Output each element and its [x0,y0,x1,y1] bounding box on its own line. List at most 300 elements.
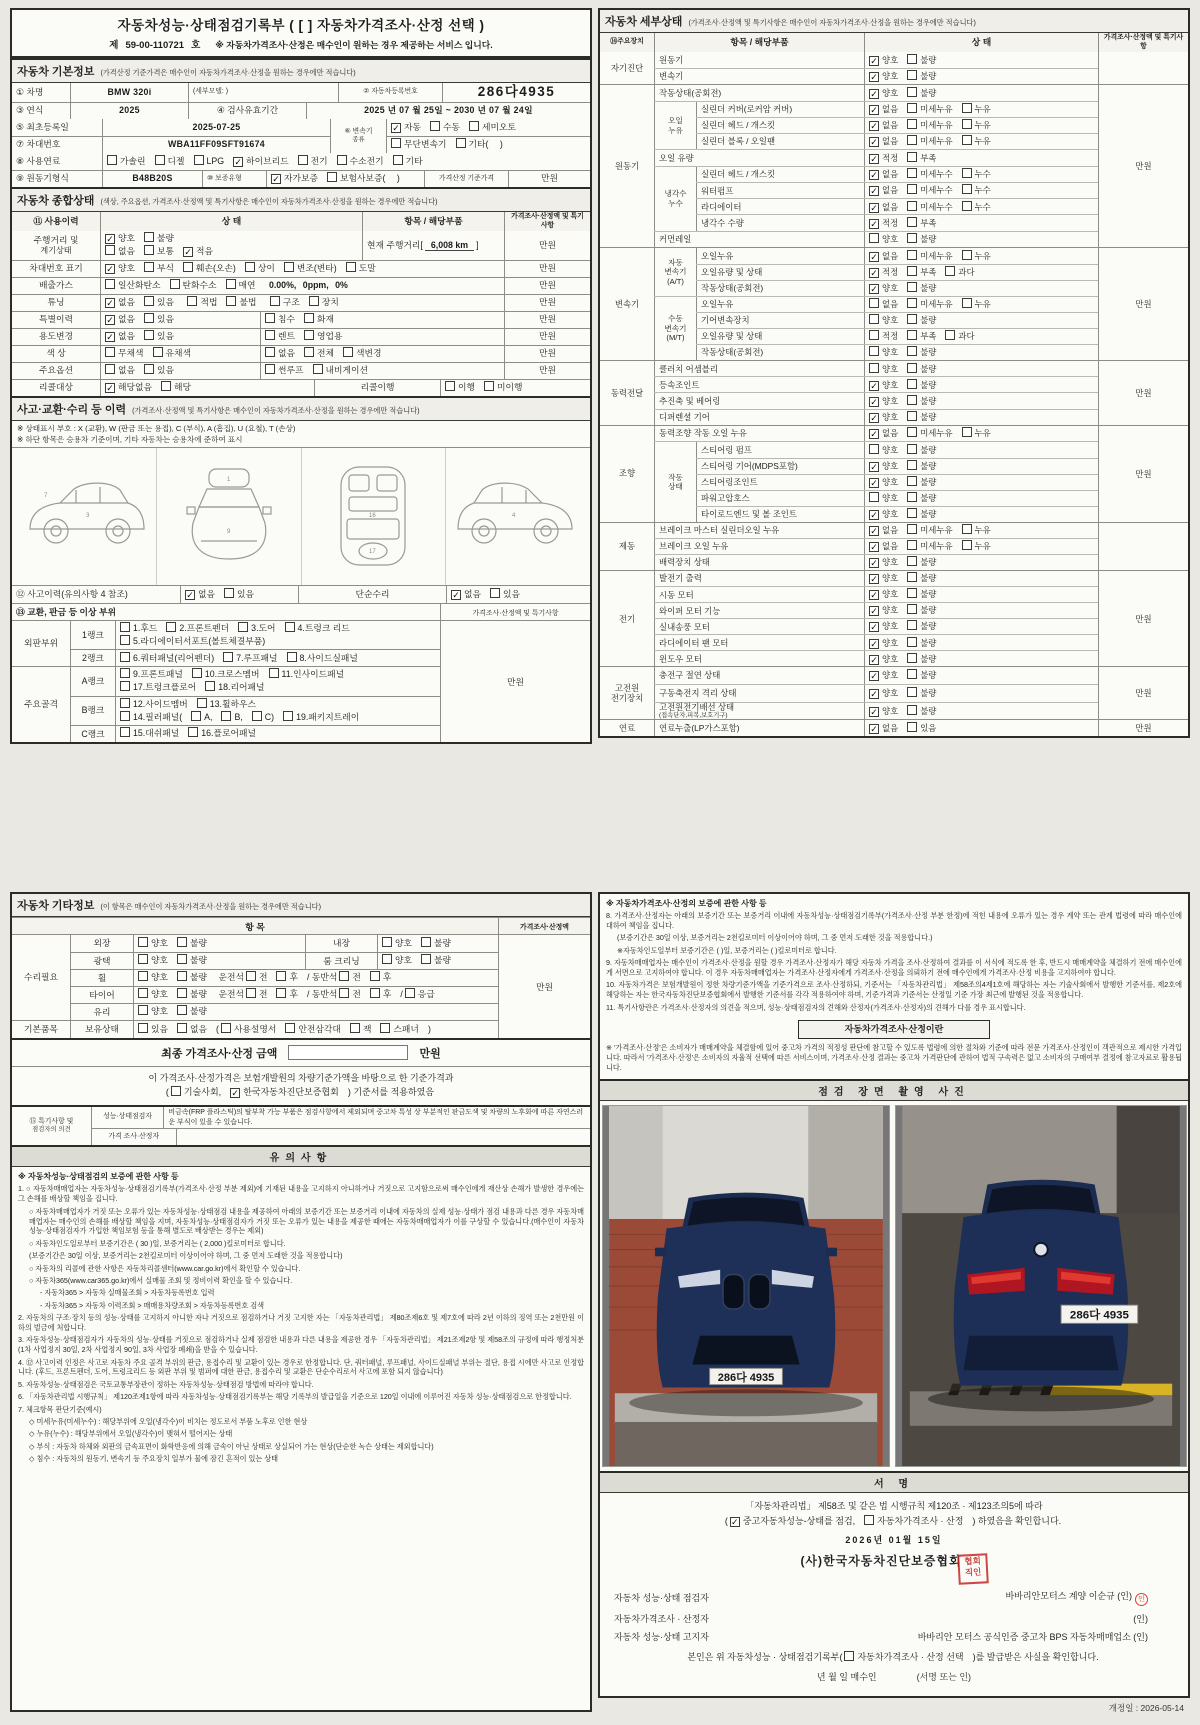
checkbox[interactable] [869,203,879,213]
state-options [864,377,1098,392]
checkbox[interactable] [907,722,917,732]
option [245,263,275,273]
checkbox[interactable] [170,279,180,289]
label-line: 가격 조사·산정자 [108,1133,160,1141]
checkbox[interactable] [907,314,917,324]
checkbox[interactable] [285,622,295,632]
checkbox[interactable] [907,540,917,550]
checkbox[interactable] [962,184,972,194]
table-row [654,376,1098,392]
checkbox[interactable] [120,698,130,708]
checkbox[interactable] [869,689,879,699]
device-group [600,84,1188,247]
checkbox[interactable] [869,170,879,180]
checkbox[interactable] [907,217,917,227]
checkbox[interactable] [907,669,917,679]
option [869,638,898,648]
checkbox[interactable] [144,245,154,255]
checkbox[interactable] [430,121,440,131]
checkbox[interactable] [907,604,917,614]
checkbox[interactable] [907,379,917,389]
checkbox[interactable] [907,119,917,129]
checkbox[interactable] [907,556,917,566]
option [469,122,516,132]
option-line [869,588,1094,601]
checkbox[interactable] [370,971,380,981]
option-line [869,444,1094,457]
checkbox[interactable] [339,971,349,981]
checkbox[interactable] [869,510,879,520]
checkbox[interactable] [197,698,207,708]
checkbox[interactable] [907,687,917,697]
checkbox[interactable] [120,681,130,691]
checkbox[interactable] [224,588,234,598]
label-line: 제동 [618,541,636,552]
inspection-photo-front [602,1105,890,1467]
option [138,1006,168,1016]
checkbox-label: 자동차가격조사 · 산정 선택 [857,1652,964,1663]
cell [12,346,100,362]
legal-paragraph: 4. ⑫ 사고이력 인정은 사고로 자동차 주요 골격 부위의 판금, 용접수리 및 교환이 있는 경우로 한정합니다. 단, 쿼터패널, 루프패널, 사이드실패널 부위는 절단, 용접 시에만 사고로 인정합니다. (후드, 프론트펜더, 도어, 트렁크리드 등 외판 부위 및 범퍼에 대한 판금, 용접수리 및 교환은 단순수리로서 사고에 포함 되지 않습니다) [18,1358,584,1377]
table-row [12,328,590,345]
checkbox[interactable] [350,1023,360,1033]
table-row [654,634,1098,650]
checkbox[interactable] [166,622,176,632]
checkbox[interactable] [869,526,879,536]
checkbox-label: 누유 [974,541,991,552]
checkbox[interactable] [382,937,392,947]
checkbox[interactable] [105,315,115,325]
pricing-warranty-section [600,894,1188,1079]
checkbox[interactable] [907,705,917,715]
checkbox[interactable] [120,668,130,678]
checkbox[interactable] [233,157,243,167]
checkbox[interactable] [907,588,917,598]
checkbox[interactable] [161,381,171,391]
checkbox[interactable] [869,444,879,454]
checkbox[interactable] [138,1005,148,1015]
checkbox[interactable] [105,383,115,393]
checkbox[interactable] [192,668,202,678]
option [907,589,936,599]
checkbox[interactable] [869,298,879,308]
option [194,156,225,166]
checkbox[interactable] [144,313,154,323]
checkbox[interactable] [907,54,917,64]
checkbox[interactable] [962,201,972,211]
checkbox[interactable] [138,971,148,981]
checkbox[interactable] [907,330,917,340]
checkbox[interactable] [391,123,401,133]
cell [12,212,100,231]
cell [305,953,377,969]
checkbox[interactable] [456,138,466,148]
checkbox[interactable] [287,652,297,662]
option-line [105,347,256,360]
checkbox[interactable] [907,460,917,470]
label-line: ⑨ 원동기형식 [16,173,69,184]
checkbox[interactable] [120,711,130,721]
checkbox[interactable] [907,492,917,502]
checkbox[interactable] [194,155,204,165]
checkbox[interactable] [869,542,879,552]
checkbox[interactable] [284,262,294,272]
checkbox[interactable] [962,168,972,178]
checkbox[interactable] [945,330,955,340]
checkbox[interactable] [869,492,879,502]
checkbox[interactable] [343,347,353,357]
checkbox[interactable] [869,121,879,131]
sub-block [654,85,1098,101]
option [907,573,936,583]
checkbox[interactable] [907,572,917,582]
checkbox[interactable] [144,296,154,306]
checkbox[interactable] [869,724,879,734]
checkbox[interactable] [945,266,955,276]
checkbox[interactable] [869,429,879,439]
checkbox-label: 있음 [151,1023,168,1034]
checkbox[interactable] [869,397,879,407]
checkbox[interactable] [907,168,917,178]
option [907,120,952,130]
checkbox[interactable] [138,954,148,964]
checkbox[interactable] [177,1023,187,1033]
checkbox[interactable] [869,186,879,196]
option [304,331,343,341]
checkbox[interactable] [252,711,262,721]
option [205,682,264,692]
other-group [12,1020,498,1038]
checkbox[interactable] [183,247,193,257]
checkbox[interactable] [962,250,972,260]
checkbox[interactable] [907,152,917,162]
label-line: 실린더 헤드 / 개스킷 [701,169,776,180]
item-label [654,635,864,650]
checkbox[interactable] [869,622,879,632]
checkbox-label: 있음 [157,330,174,341]
checkbox[interactable] [187,296,197,306]
checkbox[interactable] [869,574,879,584]
checkbox[interactable] [177,954,187,964]
checkbox[interactable] [907,87,917,97]
checkbox[interactable] [265,313,275,323]
checkbox-label: 양호 [882,589,899,600]
checkbox[interactable] [869,363,879,373]
label-line: 오일유량 및 상태 [701,331,763,342]
option [177,955,207,965]
checkbox[interactable] [144,262,154,272]
checkbox[interactable] [962,524,972,534]
label-line: 구동축전지 격리 상태 [659,687,737,698]
checkbox[interactable] [907,411,917,421]
checkbox[interactable] [298,155,308,165]
checkbox[interactable] [907,346,917,356]
section-note: (가격산정 기준가격은 매수인이 자동차가격조사·산정을 원하는 경우에만 적습니다) [100,68,356,77]
checkbox[interactable] [245,262,255,272]
checkbox[interactable] [869,284,879,294]
checkbox[interactable] [304,313,314,323]
checkbox[interactable] [153,347,163,357]
checkbox[interactable] [105,364,115,374]
checkbox[interactable] [246,971,256,981]
checkbox[interactable] [484,381,494,391]
checkbox[interactable] [907,508,917,518]
checkbox[interactable] [226,296,236,306]
checkbox[interactable] [105,279,115,289]
checkbox[interactable] [869,346,879,356]
checkbox[interactable] [393,155,403,165]
checkbox[interactable] [907,363,917,373]
checkbox[interactable] [346,262,356,272]
legal-paragraph: 1. ○ 자동차매매업자는 자동차성능·상태점검기록부(가격조사·산정 부분 제외)에 기재된 내용을 고지하지 아니하거나 거짓으로 고지함으로써 매수인에게 재산상 손해가 발생한 경우에는 그 손해를 배상할 책임을 집니다. [18,1185,584,1204]
checkbox[interactable] [907,282,917,292]
checkbox[interactable] [105,332,115,342]
option [265,348,295,358]
checkbox[interactable] [120,727,130,737]
checkbox[interactable] [869,219,879,229]
checkbox[interactable] [391,138,401,148]
checkbox[interactable] [177,971,187,981]
checkbox[interactable] [120,622,130,632]
checkbox[interactable] [270,296,280,306]
checkbox[interactable] [869,233,879,243]
checkbox[interactable] [327,172,337,182]
checkbox[interactable] [120,652,130,662]
checkbox-label: 없음 [118,330,135,341]
checkbox-label: 6.쿼터패널(리어펜더) [133,652,215,663]
checkbox[interactable] [177,937,187,947]
checkbox-label: 3.도어 [251,622,276,633]
checkbox[interactable] [907,233,917,243]
checkbox[interactable] [144,330,154,340]
checkbox[interactable] [183,262,193,272]
checkbox[interactable] [238,622,248,632]
checkbox[interactable] [144,232,154,242]
checkbox[interactable] [907,298,917,308]
checkbox[interactable] [221,711,231,721]
cell [12,278,100,294]
checkbox[interactable] [120,635,130,645]
checkbox[interactable] [191,711,201,721]
checkbox[interactable] [271,174,281,184]
label-line: 색 상 [46,348,66,358]
checkbox-label: 색변경 [356,347,382,358]
sub-label [654,442,696,521]
cell [440,380,590,396]
checkbox[interactable] [451,590,461,600]
checkbox[interactable] [276,988,286,998]
checkbox[interactable] [869,707,879,717]
checkbox[interactable] [304,330,314,340]
sub-block [654,166,1098,230]
checkbox[interactable] [869,314,879,324]
checkbox[interactable] [265,330,275,340]
checkbox[interactable] [105,234,115,244]
checkbox[interactable] [869,137,879,147]
checkbox[interactable] [907,653,917,663]
checkbox[interactable] [962,103,972,113]
item-label [654,685,864,702]
checkbox[interactable] [445,381,455,391]
option [907,477,936,487]
checkbox[interactable] [265,347,275,357]
checkbox[interactable] [907,524,917,534]
checkbox[interactable] [138,1023,148,1033]
state-options [864,507,1098,522]
checkbox[interactable] [869,478,879,488]
state-options [864,523,1098,538]
current-mileage [362,231,504,259]
checkbox-label: 양호 [882,395,899,406]
checkbox[interactable] [869,606,879,616]
legal-paragraph: ※자동차인도일부터 보증기간은 ( )일, 보증거리는 ( )킬로미터로 합니다. [617,946,837,955]
checkbox[interactable] [962,119,972,129]
checkbox[interactable] [869,558,879,568]
checkbox-label: 후 [382,972,392,983]
checkbox[interactable] [269,668,279,678]
checkbox[interactable] [265,364,275,374]
checkbox[interactable] [869,252,879,262]
checkbox[interactable] [869,462,879,472]
checkbox[interactable] [869,89,879,99]
checkbox-label: 없음 [464,588,481,599]
checkbox[interactable] [869,105,879,115]
checkbox[interactable] [869,671,879,681]
checkbox[interactable] [907,395,917,405]
checkbox[interactable] [177,1005,187,1015]
option-line [391,138,505,151]
checkbox[interactable] [907,201,917,211]
item-label [696,475,864,490]
label-line: 항목 / 해당부품 [404,216,463,226]
table-row [12,170,590,187]
label-line: ⑤ 최초등록일 [16,121,69,132]
checkbox[interactable] [962,540,972,550]
table-row [696,214,1098,230]
checkbox[interactable] [869,381,879,391]
checkbox[interactable] [962,135,972,145]
checkbox-label: 없음 [198,588,215,599]
checkbox[interactable] [730,1517,740,1527]
checkbox[interactable] [382,954,392,964]
checkbox[interactable] [869,413,879,423]
checkbox[interactable] [869,655,879,665]
checkbox[interactable] [907,250,917,260]
checkbox[interactable] [907,476,917,486]
checkbox[interactable] [370,988,380,998]
label-line: 가격조사·산정액 및 특기사항 [511,212,584,229]
option [945,331,974,341]
checkbox[interactable] [469,121,479,131]
checkbox[interactable] [223,652,233,662]
checkbox[interactable] [309,296,319,306]
label-line: 상 태 [221,216,242,226]
checkbox[interactable] [869,590,879,600]
checkbox-label: 없음 [882,201,899,212]
checkbox[interactable] [339,988,349,998]
checkbox[interactable] [107,155,117,165]
checkbox[interactable] [490,588,500,598]
checkbox[interactable] [421,937,431,947]
item-label [654,651,864,666]
checkbox[interactable] [138,988,148,998]
checkbox[interactable] [221,1023,231,1033]
checkbox[interactable] [285,1023,295,1033]
option-line [105,330,256,343]
checkbox[interactable] [226,279,236,289]
checkbox[interactable] [276,971,286,981]
checkbox[interactable] [907,103,917,113]
checkbox[interactable] [177,988,187,998]
checkbox[interactable] [405,988,415,998]
option [907,251,952,261]
checkbox[interactable] [869,154,879,164]
checkbox[interactable] [869,268,879,278]
checkbox[interactable] [380,1023,390,1033]
checkbox[interactable] [171,1086,181,1096]
checkbox[interactable] [907,637,917,647]
checkbox[interactable] [144,364,154,374]
state-options [864,539,1098,554]
checkbox[interactable] [337,155,347,165]
checkbox[interactable] [907,184,917,194]
checkbox[interactable] [155,155,165,165]
state-options [864,459,1098,474]
checkbox[interactable] [304,347,314,357]
option-line [107,155,586,168]
checkbox[interactable] [962,427,972,437]
checkbox[interactable] [869,639,879,649]
checkbox[interactable] [138,937,148,947]
checkbox[interactable] [907,444,917,454]
checkbox[interactable] [421,954,431,964]
option [907,104,952,114]
checkbox[interactable] [188,727,198,737]
checkbox[interactable] [105,245,115,255]
svg-text:16: 16 [369,513,377,520]
checkbox[interactable] [907,620,917,630]
checkbox-label: 화재 [317,313,334,324]
checkbox[interactable] [105,347,115,357]
checkbox[interactable] [844,1651,854,1661]
checkbox[interactable] [869,56,879,66]
checkbox[interactable] [962,298,972,308]
checkbox[interactable] [869,72,879,82]
sub-block [654,571,1098,666]
checkbox[interactable] [907,266,917,276]
checkbox[interactable] [105,298,115,308]
cell [338,83,442,102]
checkbox[interactable] [185,590,195,600]
checkbox[interactable] [283,711,293,721]
checkbox[interactable] [246,988,256,998]
checkbox[interactable] [205,681,215,691]
checkbox[interactable] [230,1088,240,1098]
table-row [12,153,590,170]
checkbox[interactable] [907,135,917,145]
checkbox[interactable] [105,264,115,274]
table-row [654,684,1098,702]
checkbox[interactable] [313,364,323,374]
checkbox[interactable] [907,70,917,80]
checkbox[interactable] [869,330,879,340]
checkbox[interactable] [864,1515,874,1525]
item-label [654,85,864,101]
final-price-input[interactable] [288,1045,408,1060]
checkbox[interactable] [907,427,917,437]
state-options [864,345,1098,360]
cell [504,212,590,231]
